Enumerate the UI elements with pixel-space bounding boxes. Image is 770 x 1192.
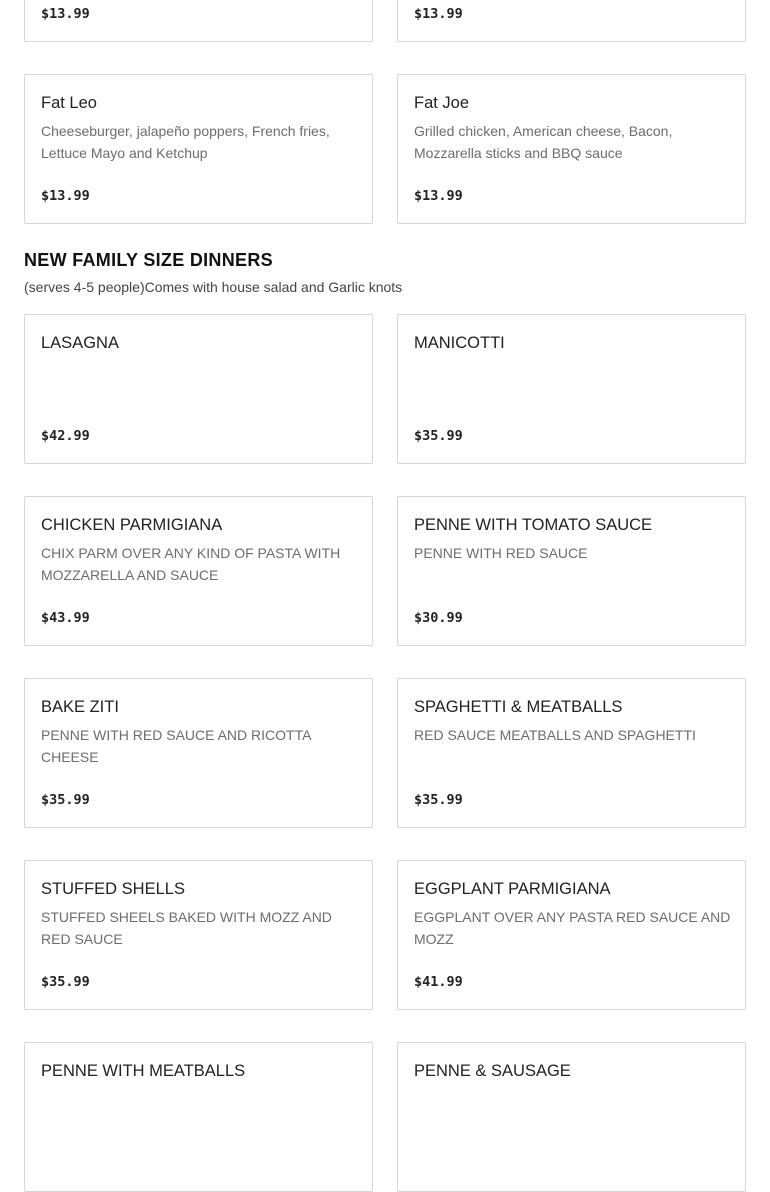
menu-item-card-fat-leo[interactable]	[24, 74, 373, 224]
item-name: Fat Leo	[41, 94, 97, 112]
item-description: Cheeseburger, jalapeño poppers, French fries, Lettuce Mayo and Ketchup	[41, 123, 330, 161]
item-name: MANICOTTI	[414, 334, 505, 352]
item-name: SPAGHETTI & MEATBALLS	[414, 698, 623, 716]
item-description: RED SAUCE MEATBALLS AND SPAGHETTI	[414, 727, 696, 743]
item-price: $42.99	[41, 428, 90, 444]
menu-item-card-eggplant-parmigiana[interactable]	[397, 860, 746, 1010]
item-price: $35.99	[414, 428, 463, 444]
menu-item-card[interactable]	[24, 0, 373, 42]
menu-item-card[interactable]	[397, 0, 746, 42]
item-description: Grilled chicken, American cheese, Bacon, Mozzarella sticks and BBQ sauce	[414, 123, 673, 161]
item-name: BAKE ZITI	[41, 698, 119, 716]
item-name: Fat Joe	[414, 94, 470, 112]
item-name: EGGPLANT PARMIGIANA	[414, 880, 611, 898]
menu-item-card-lasagna[interactable]	[24, 314, 373, 464]
item-price: $13.99	[414, 188, 463, 204]
menu-item-card-fat-joe[interactable]	[397, 74, 746, 224]
item-price: $13.99	[414, 6, 463, 22]
item-name: STUFFED SHELLS	[41, 880, 185, 898]
item-name: PENNE WITH TOMATO SAUCE	[414, 516, 653, 534]
menu-item-card-manicotti[interactable]	[397, 314, 746, 464]
item-price: $13.99	[41, 188, 90, 204]
menu-item-card-penne-meatballs[interactable]	[24, 1042, 373, 1192]
item-description: EGGPLANT OVER ANY PASTA RED SAUCE AND MOZZ	[414, 909, 731, 947]
item-description: PENNE WITH RED SAUCE AND RICOTTA CHEESE	[41, 727, 311, 765]
item-price: $13.99	[41, 6, 90, 22]
item-price: $35.99	[41, 792, 90, 808]
item-price: $43.99	[41, 610, 90, 626]
menu-item-card-penne-tomato-sauce[interactable]	[397, 496, 746, 646]
section-subtitle: (serves 4-5 people)Comes with house salad and Garlic knots	[24, 279, 403, 295]
item-name: LASAGNA	[41, 334, 119, 352]
item-name: CHICKEN PARMIGIANA	[41, 516, 223, 534]
item-description: STUFFED SHEELS BAKED WITH MOZZ AND RED SAUCE	[41, 909, 332, 947]
item-price: $30.99	[414, 610, 463, 626]
menu-item-card-stuffed-shells[interactable]	[24, 860, 373, 1010]
item-price: $35.99	[414, 792, 463, 808]
menu-item-card-spaghetti-meatballs[interactable]	[397, 678, 746, 828]
section-title: NEW FAMILY SIZE DINNERS	[24, 250, 273, 270]
item-description: CHIX PARM OVER ANY KIND OF PASTA WITH MOZZARELLA AND SAUCE	[41, 545, 341, 583]
item-name: PENNE WITH MEATBALLS	[41, 1062, 246, 1080]
menu-item-card-bake-ziti[interactable]	[24, 678, 373, 828]
item-description: PENNE WITH RED SAUCE	[414, 545, 588, 561]
item-price: $41.99	[414, 974, 463, 990]
item-price: $35.99	[41, 974, 90, 990]
menu-item-card-penne-sausage[interactable]	[397, 1042, 746, 1192]
item-name: PENNE & SAUSAGE	[414, 1062, 571, 1080]
menu-item-card-chicken-parmigiana[interactable]	[24, 496, 373, 646]
